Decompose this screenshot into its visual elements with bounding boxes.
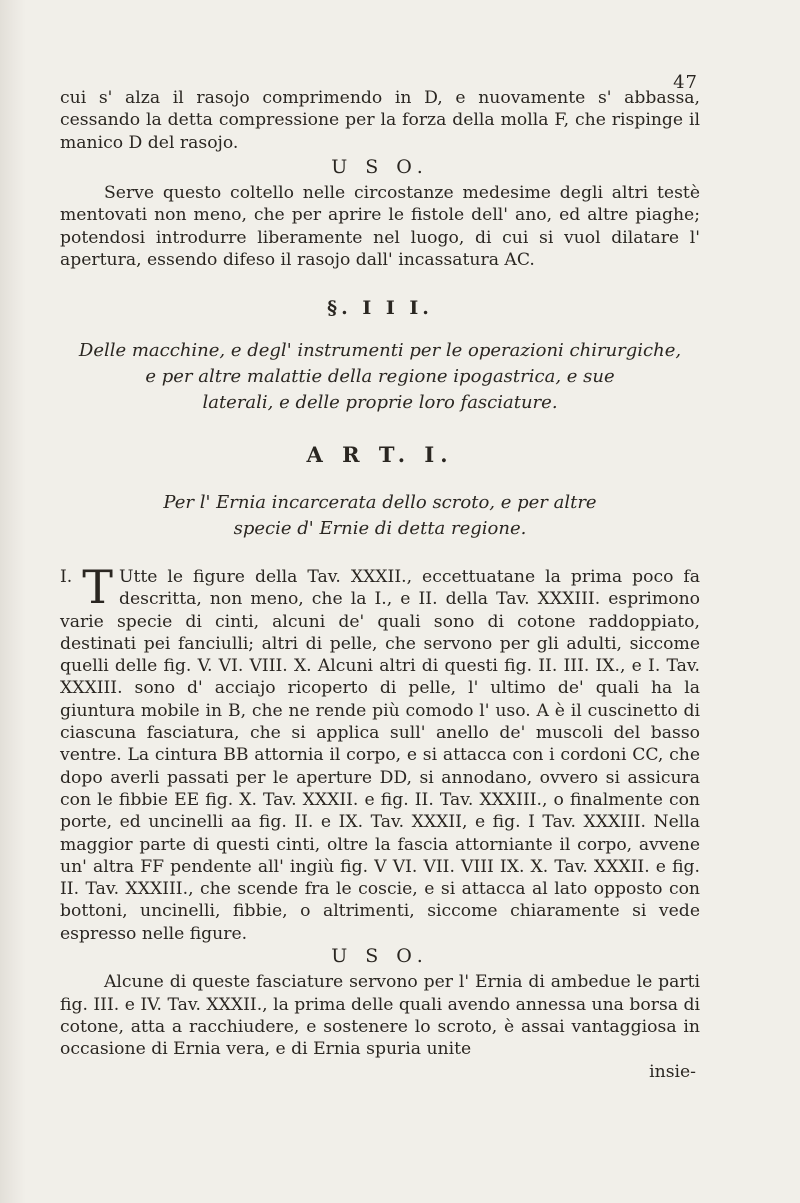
uso-heading-2: U S O. [331,945,429,968]
section-title-line-2: e per altre malattie della regione ipogastrica, e sue [145,365,615,387]
page-gutter-shadow [0,0,26,1203]
page-number: 47 [673,72,698,93]
page-text-block [60,70,700,1083]
article-title [60,490,700,542]
uso-heading-1: U S O. [331,155,429,178]
article-heading: A R T. I. [306,441,454,467]
continuation-paragraph: cui s' alza il rasojo comprimendo in D, e nuovamente s' abbassa, cessando la detta compressione per la forza della molla F, che rispinge il manico D del rasojo. [60,88,700,153]
catchword: insie- [649,1061,696,1082]
section-title [60,338,700,416]
article-number: I. [60,566,73,587]
uso-paragraph-1: Serve questo coltello nelle circostanze medesime degli altri testè mentovati non meno, che per aprire le fistole dell' ano, ed altre piaghe; potendosi introdurre liberamente nel luogo, di cui si vuol dilatare l' apertura, essendo difeso il rasojo dall' incassatura AC. [60,183,700,271]
drop-cap: T [82,559,113,614]
article-paragraph-block [60,559,700,945]
article-title-line-1: Per l' Ernia incarcerata dello scroto, e per altre [163,491,597,513]
section-heading: §. I I I. [327,297,433,320]
uso-paragraph-2: Alcune di queste fasciature servono per l' Ernia di ambedue le parti fig. III. e IV. Tav. XXXII., la prima delle quali avendo annessa una borsa di cotone, atta a racchiudere, e sostenere lo scroto, è assai vantaggiosa in occasione di Ernia vera, e di Ernia spuria unite [60,972,700,1060]
section-title-line-3: laterali, e delle proprie loro fasciature. [202,391,558,413]
section-title-line-1: Delle macchine, e degl' instrumenti per le operazioni chirurgiche, [78,339,682,361]
article-title-line-2: specie d' Ernie di detta regione. [233,517,527,539]
article-paragraph: Utte le figure della Tav. XXXII., eccettuatane la prima poco fa descritta, non meno, che la I., e II. della Tav. XXXIII. esprimono varie specie di cinti, alcuni de' quali sono di cotone raddoppiato, destinati pei fanciulli; altri di pelle, che servono per gli adulti, siccome quelli delle fig. V. VI. VIII. X. Alcuni altri di questi fig. II. III. IX., e I. Tav. XXXIII. sono d' acciajo ricoperto di pelle, l' ultimo de' quali ha la giuntura mobile in B, che ne rende più comodo l' uso. A è il cuscinetto di ciascuna fasciatura, che si applica sull' anello de' muscoli del basso ventre. La cintura BB attornia il corpo, e si attacca con i cordoni CC, che dopo averli passati per le aperture DD, si annodano, ovvero si assicura con le fibbie EE fig. X. Tav. XXXII. e fig. II. Tav. XXXIII., o finalmente con porte, ed uncinelli aa fig. II. e IX. Tav. XXXII, e fig. I Tav. XXXIII. Nella maggior parte di questi cinti, oltre la fascia attorniante il corpo, avvene un' altra FF pendente all' ingiù fig. V VI. VII. VIII IX. X. Tav. XXXII. e fig. II. Tav. XXXIII., che scende fra le coscie, e si attacca al lato opposto con bottoni, uncinelli, fibbie, o altrimenti, siccome chiaramente si vede espresso nelle figure. [60,566,700,944]
